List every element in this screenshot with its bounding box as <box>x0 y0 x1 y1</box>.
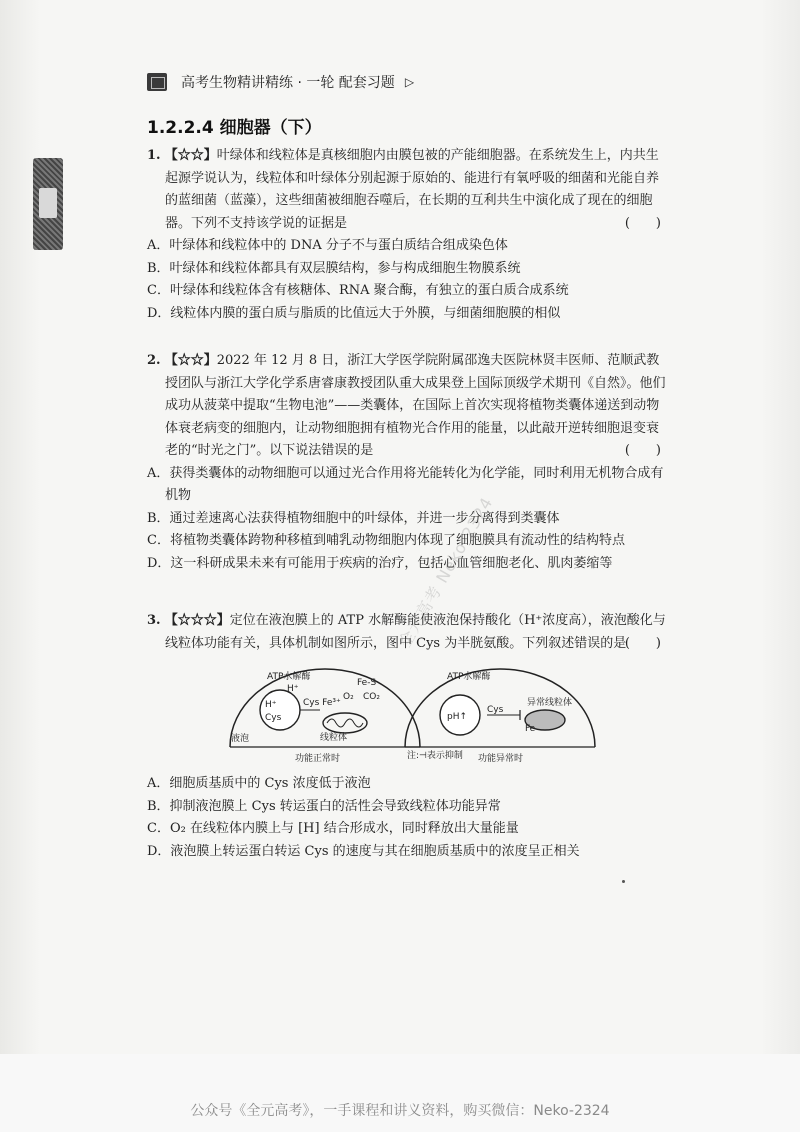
vacuole-circle-left <box>260 690 300 730</box>
ph-label: pH↑ <box>447 712 468 722</box>
question-number: 3. <box>147 613 161 628</box>
question-number: 1. <box>147 148 161 163</box>
option-d: D．这一科研成果未来有可能用于疾病的治疗，包括心血管细胞老化、肌肉萎缩等 <box>147 555 613 571</box>
scan-speck <box>622 880 625 883</box>
option-b: B．抑制液泡膜上 Cys 转运蛋白的活性会导致线粒体功能异常 <box>147 798 501 814</box>
option-a: A．叶绿体和线粒体中的 DNA 分子不与蛋白质结合组成染色体 <box>147 238 508 253</box>
question-1 <box>147 145 667 325</box>
answer-blank: ( ) <box>624 443 661 458</box>
co2-label: CO₂ <box>363 692 380 702</box>
inhibition-note: 注:⊣表示抑制 <box>407 751 463 761</box>
stem-text: 叶绿体和线粒体是真核细胞内由膜包被的产能细胞器。在系统发生上，内共生起源学说认为，线粒体和叶绿体分别起源于原始的、能进行有氧呼吸的细菌和光能自养的蓝细菌（蓝藻），这些细菌被细胞吞噬后，在长期的互利共生中演化成了现在的细胞器。下列不支持该学说的证据是 <box>165 148 660 231</box>
stem-text: 2022 年 12 月 8 日，浙江大学医学院附属邵逸夫医院林贤丰医师、范顺武教授团队与浙江大学化学系唐睿康教授团队重大成果登上国际顶级学术期刊《自然》。他们成功从菠菜中提取“生物电池”——类囊体，在国际上首次实现将植物类囊体递送到动物体衰老病变的细胞内，让动物细胞拥有植物光合作用的能量，以此敲开逆转细胞退变衰老的“时光之门”。以下说法错误的是 <box>165 353 666 458</box>
question-number: 2. <box>147 353 161 368</box>
diagram-normal <box>230 669 420 764</box>
difficulty-stars: 【☆☆☆】 <box>164 613 230 628</box>
option-b: B．叶绿体和线粒体都具有双层膜结构，参与构成细胞生物膜系统 <box>147 260 521 276</box>
section-title: 1.2.2.4 细胞器（下） <box>147 118 322 138</box>
h-label: H⁺ <box>287 684 299 694</box>
watermark: 全元高考 Neko-2324 <box>395 493 497 651</box>
stem-text: 定位在液泡膜上的 ATP 水解酶能使液泡保持酸化（H⁺浓度高），液泡酸化与线粒体功能有关，具体机制如图所示，图中 Cys 为半胱氨酸。下列叙述错误的是 <box>165 613 666 651</box>
caption-normal: 功能正常时 <box>295 754 341 764</box>
option-d: D．液泡膜上转运蛋白转运 Cys 的速度与其在细胞质基质中的浓度呈正相关 <box>147 843 580 859</box>
cys-label: Cys <box>487 705 504 715</box>
vacuole-label: 液泡 <box>231 734 250 744</box>
diagram-abnormal <box>405 669 595 764</box>
abnormal-mito-label: 异常线粒体 <box>527 698 573 708</box>
option-c: C．O₂ 在线粒体内膜上与 [H] 结合形成水，同时释放出大量能量 <box>147 821 519 836</box>
vacuole-h-label: H⁺ <box>265 700 277 710</box>
question-stem <box>147 145 667 235</box>
fe-label: Fe <box>525 724 536 734</box>
header-title: 高考生物精讲精练 · 一轮 配套习题 <box>181 75 395 91</box>
option-a: A．细胞质基质中的 Cys 浓度低于液泡 <box>147 776 371 791</box>
fes-label: Fe-S <box>357 678 377 688</box>
question-stem <box>147 350 667 463</box>
page-header <box>147 72 414 92</box>
option-b: B．通过差速离心法获得植物细胞中的叶绿体，并进一步分离得到类囊体 <box>147 510 560 526</box>
enzyme-label: ATP水解酶 <box>447 672 491 682</box>
book-icon <box>147 73 167 91</box>
footer-band <box>0 1054 800 1132</box>
vacuole-mitochondria-diagram <box>225 665 675 765</box>
mito-label: 线粒体 <box>320 733 348 743</box>
cys-outside-label: Cys Fe³⁺ <box>303 698 341 708</box>
difficulty-stars: 【☆☆】 <box>164 353 217 368</box>
option-c: C．将植物类囊体跨物种移植到哺乳动物细胞内体现了细胞膜具有流动性的结构特点 <box>147 533 625 548</box>
cys-inside-label: Cys <box>265 713 282 723</box>
option-a: A．获得类囊体的动物细胞可以通过光合作用将光能转化为化学能，同时利用无机物合成有机物 <box>147 465 664 503</box>
caption-abnormal: 功能异常时 <box>478 754 524 764</box>
question-2 <box>147 350 667 575</box>
option-d: D．线粒体内膜的蛋白质与脂质的比值远大于外膜，与细菌细胞膜的相似 <box>147 305 561 321</box>
o2-label: O₂ <box>343 692 354 702</box>
mitochondrion-cristae <box>327 719 363 727</box>
play-icon: ▷ <box>404 75 415 89</box>
chapter-side-tab <box>33 158 63 250</box>
enzyme-label: ATP水解酶 <box>267 672 311 682</box>
footer-promo-text: 公众号《全元高考》，一手课程和讲义资料，购买微信：Neko-2324 <box>190 1103 610 1119</box>
answer-blank: ( ) <box>624 635 661 651</box>
options-list <box>147 773 667 863</box>
difficulty-stars: 【☆☆】 <box>164 148 217 163</box>
option-c: C．叶绿体和线粒体含有核糖体、RNA 聚合酶，有独立的蛋白质合成系统 <box>147 283 569 298</box>
answer-blank: ( ) <box>624 215 661 231</box>
